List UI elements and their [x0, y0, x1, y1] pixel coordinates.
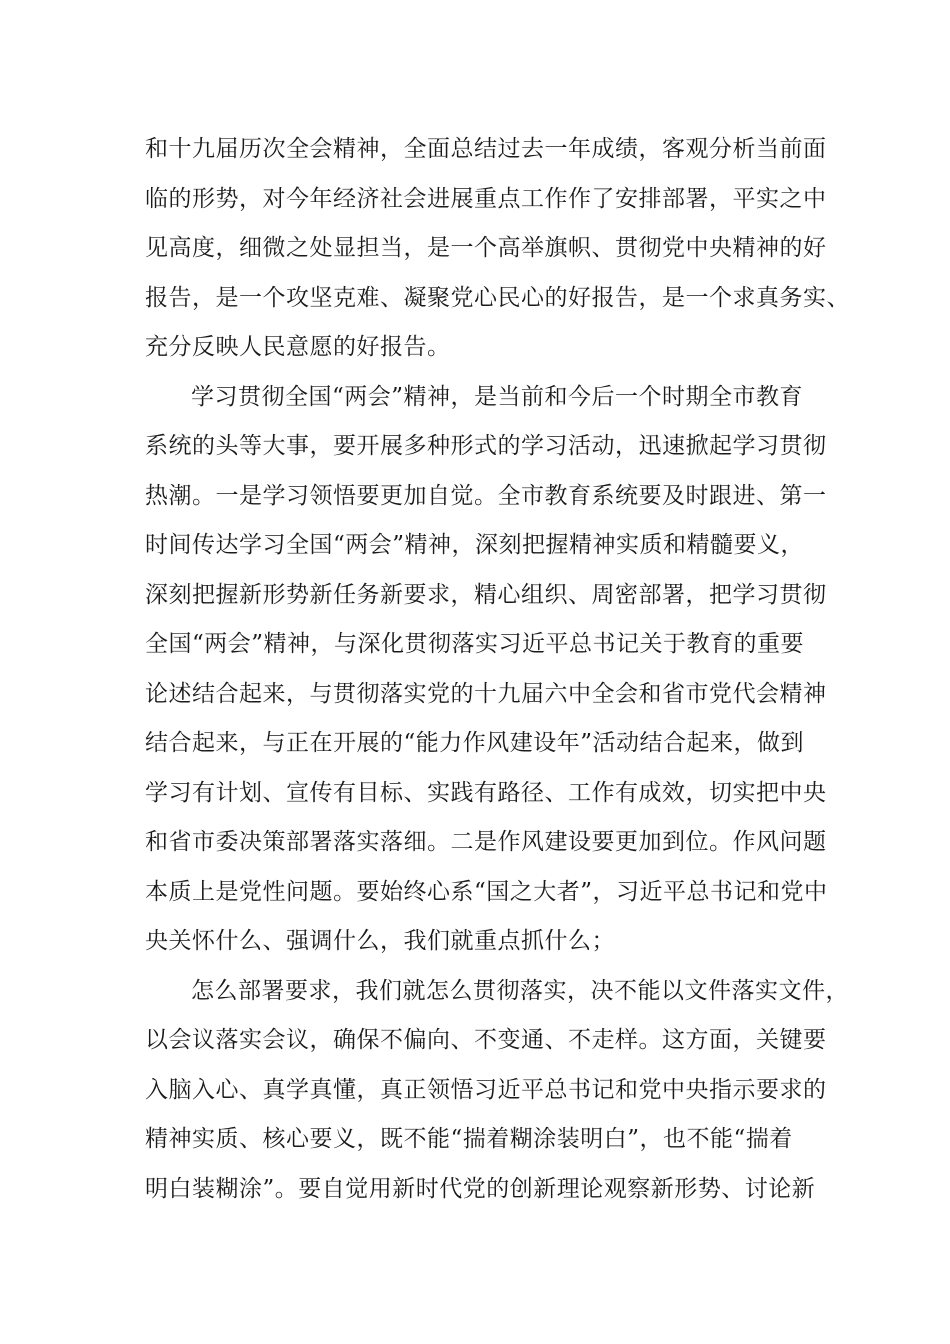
paragraph-first-line: 怎么部署要求，我们就怎么贯彻落实，决不能以文件落实文件， — [191, 977, 849, 1004]
text-line: 报告，是一个攻坚克难、凝聚党心民心的好报告，是一个求真务实、 — [145, 284, 850, 311]
text-line: 央关怀什么、强调什么，我们就重点抓什么； — [145, 928, 615, 954]
text-line: 本质上是党性问题。要始终心系“国之大者”，习近平总书记和党中 — [145, 878, 828, 905]
text-line: 结合起来，与正在开展的“能力作风建设年”活动结合起来，做到 — [145, 730, 805, 756]
text-line: 见高度，细微之处显担当，是一个高举旗帜、贯彻党中央精神的好 — [145, 235, 827, 261]
text-line: 论述结合起来，与贯彻落实党的十九届六中全会和省市党代会精神 — [145, 680, 827, 707]
text-line: 学习有计划、宣传有目标、实践有路径、工作有成效，切实把中央 — [145, 779, 827, 806]
text-line: 系统的头等大事，要开展多种形式的学习活动，迅速掀起学习贯彻 — [145, 433, 827, 459]
text-line: 时间传达学习全国“两会”精神，深刻把握精神实质和精髓要义， — [145, 532, 805, 558]
text-line: 明白装糊涂”。要自觉用新时代党的创新理论观察新形势、讨论新 — [145, 1175, 816, 1202]
text-line: 和省市委决策部署落实落细。二是作风建设要更加到位。作风问题 — [145, 829, 827, 855]
text-line: 全国“两会”精神，与深化贯彻落实习近平总书记关于教育的重要 — [145, 631, 805, 657]
text-line: 精神实质、核心要义，既不能“揣着糊涂装明白”，也不能“揣着 — [145, 1126, 793, 1152]
text-line: 以会议落实会议，确保不偏向、不变通、不走样。这方面，关键要 — [145, 1027, 827, 1053]
text-line: 临的形势，对今年经济社会进展重点工作作了安排部署，平实之中 — [145, 185, 827, 212]
body-text — [145, 125, 850, 1214]
paragraph-first-line: 学习贯彻全国“两会”精神，是当前和今后一个时期全市教育 — [191, 383, 804, 410]
text-line: 入脑入心、真学真懂，真正领悟习近平总书记和党中央指示要求的 — [145, 1076, 827, 1103]
text-line: 和十九届历次全会精神，全面总结过去一年成绩，客观分析当前面 — [145, 136, 827, 162]
text-line: 深刻把握新形势新任务新要求，精心组织、周密部署，把学习贯彻 — [145, 581, 827, 608]
text-line: 充分反映人民意愿的好报告。 — [145, 334, 451, 360]
text-line: 热潮。一是学习领悟要更加自觉。全市教育系统要及时跟进、第一 — [145, 482, 827, 509]
